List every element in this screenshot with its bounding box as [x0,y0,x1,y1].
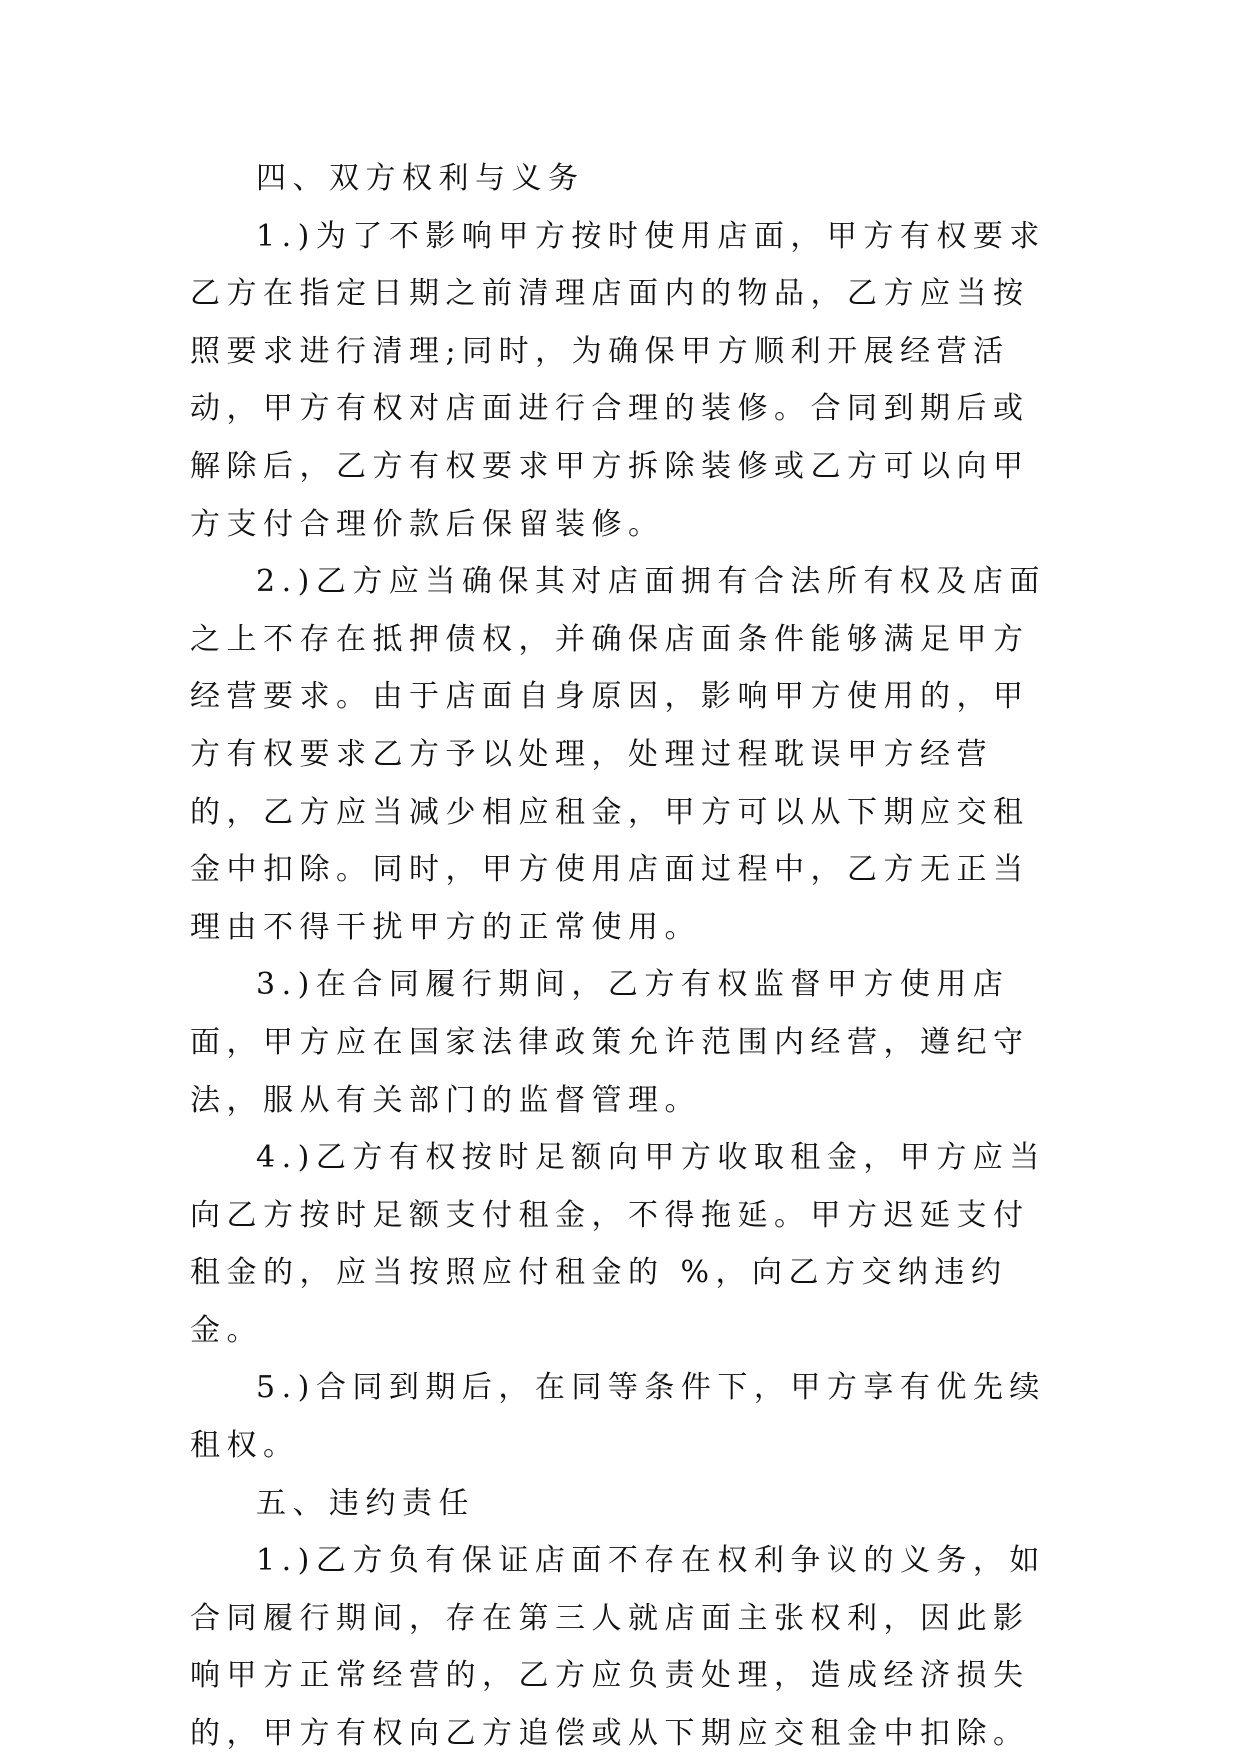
clause-4-3: 3.)在合同履行期间，乙方有权监督甲方使用店面，甲方应在国家法律政策允许范围内经营，遵纪守法，服从有关部门的监督管理。 [190,967,1030,1118]
section-heading-liability: 五、违约责任 [256,1485,475,1521]
document-body [190,150,1052,1763]
clause-4-4: 4.)乙方有权按时足额向甲方收取租金，甲方应当向乙方按时足额支付租金，不得拖延。甲方迟延支付租金的，应当按照应付租金的 %，向乙方交纳违约金。 [190,1140,1046,1348]
clause-5-1: 1.)乙方负有保证店面不存在权利争议的义务，如合同履行期间，存在第三人就店面主张权利，因此影响甲方正常经营的，乙方应负责处理，造成经济损失的，甲方有权向乙方追偿或从下期应交租金中扣除。 [190,1543,1046,1752]
clause-4-2: 2.)乙方应当确保其对店面拥有合法所有权及店面之上不存在抵押债权，并确保店面条件能够满足甲方经营要求。由于店面自身原因，影响甲方使用的，甲方有权要求乙方予以处理，处理过程耽误甲方经营的，乙方应当减少相应租金，甲方可以从下期应交租金中扣除。同时，甲方使用店面过程中，乙方无正当理由不得干扰甲方的正常使用。 [190,564,1046,945]
clause-4-5: 5.)合同到期后，在同等条件下，甲方享有优先续租权。 [190,1370,1046,1464]
clause-4-1: 1.)为了不影响甲方按时使用店面，甲方有权要求乙方在指定日期之前清理店面内的物品，乙方应当按照要求进行清理;同时，为确保甲方顺利开展经营活动，甲方有权对店面进行合理的装修。合同到期后或解除后，乙方有权要求甲方拆除装修或乙方可以向甲方支付合理价款后保留装修。 [190,218,1046,542]
section-heading-rights-obligations: 四、双方权利与义务 [256,161,585,196]
